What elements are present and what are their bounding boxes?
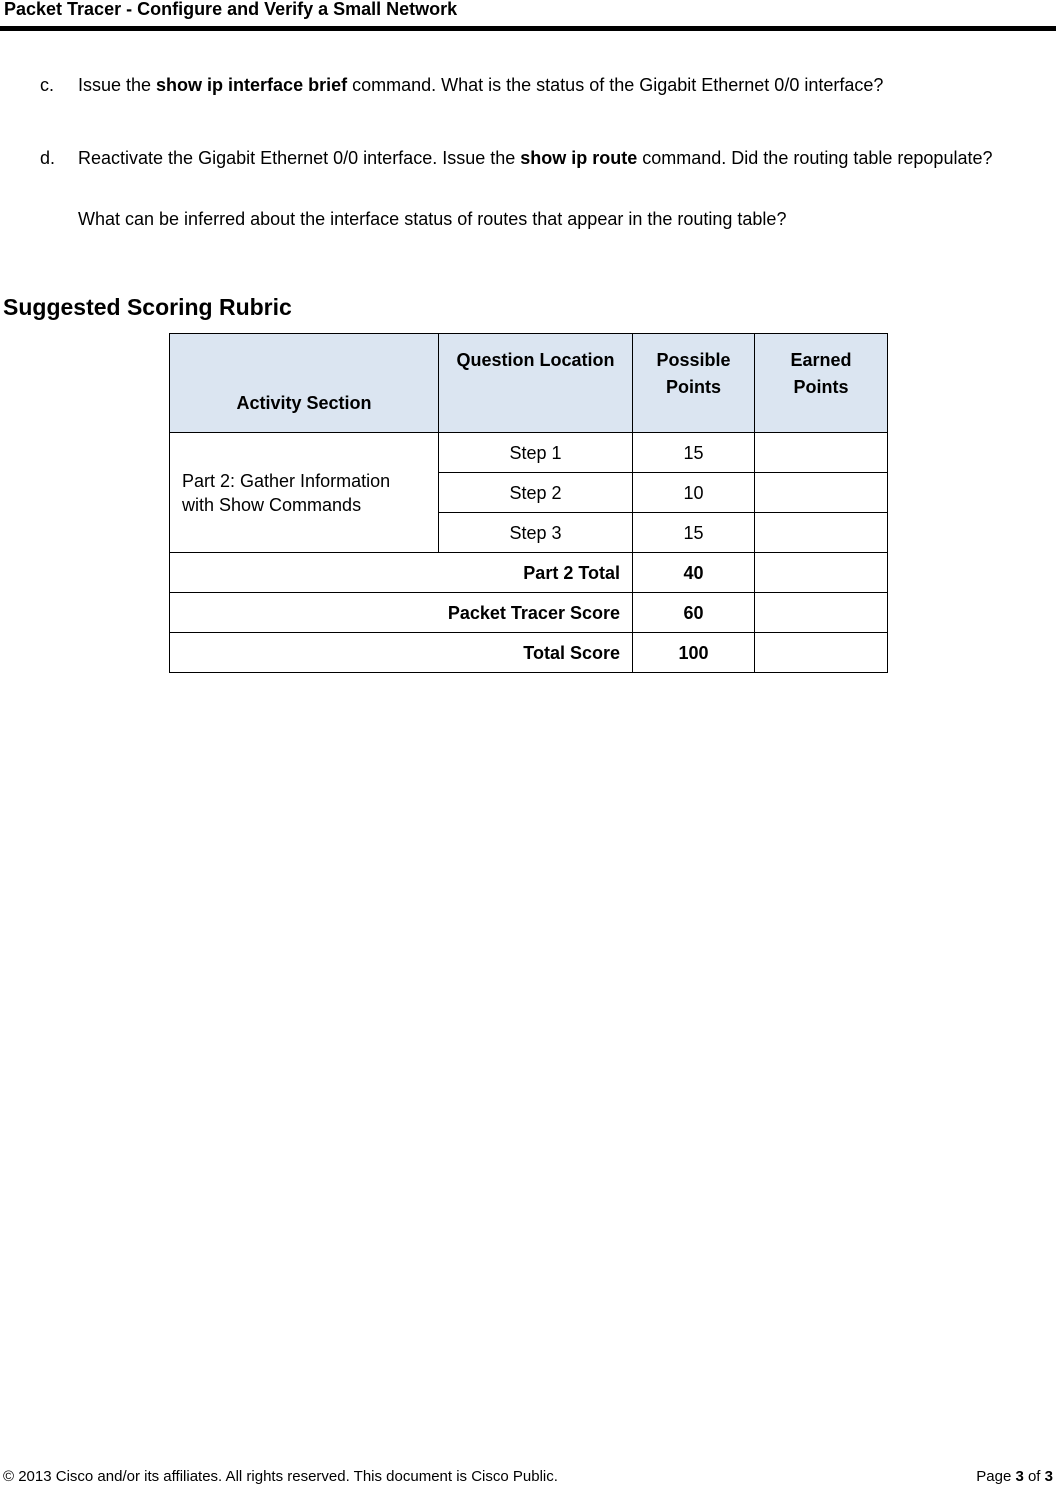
step-text-after: command. What is the status of the Gigabit Ethernet 0/0 interface?: [347, 75, 884, 95]
document-header-title: Packet Tracer - Configure and Verify a Small Network: [4, 0, 458, 19]
column-header-possible-points: Possible Points: [633, 334, 755, 433]
header-divider: [0, 26, 1056, 31]
possible-points-cell: 15: [633, 433, 755, 473]
step-command: show ip interface brief: [156, 75, 348, 95]
step-text: [78, 147, 1038, 169]
total-points-cell: 100: [633, 633, 755, 673]
step-command: show ip route: [520, 148, 638, 168]
step-letter: c.: [40, 75, 55, 95]
table-header-row: [170, 334, 888, 433]
question-location-cell: Step 1: [439, 433, 633, 473]
column-header-activity-section: Activity Section: [170, 334, 439, 433]
earned-points-cell: [755, 553, 888, 593]
earned-points-cell: [755, 473, 888, 513]
step-text-after: command. Did the routing table repopulate?: [637, 148, 993, 168]
column-header-earned-points: Earned Points: [755, 334, 888, 433]
total-row: [170, 553, 888, 593]
total-row: [170, 633, 888, 673]
scoring-rubric-table: [169, 333, 888, 673]
page-total: 3: [1044, 1468, 1053, 1485]
total-label-cell: Part 2 Total: [170, 553, 633, 593]
page-current: 3: [1015, 1468, 1024, 1485]
possible-points-cell: 15: [633, 513, 755, 553]
step-d-followup-question: What can be inferred about the interface status of routes that appear in the routing table?: [78, 209, 787, 229]
question-location-cell: Step 3: [439, 513, 633, 553]
table-row: [170, 433, 888, 473]
page-prefix: Page: [976, 1468, 1016, 1485]
total-row: [170, 593, 888, 633]
step-text: [78, 74, 1038, 96]
step-text-before: Issue the: [78, 75, 157, 95]
total-points-cell: 40: [633, 553, 755, 593]
footer-page-number: [976, 1468, 1053, 1486]
earned-points-cell: [755, 633, 888, 673]
total-label-cell: Packet Tracer Score: [170, 593, 633, 633]
possible-points-cell: 10: [633, 473, 755, 513]
footer-copyright: © 2013 Cisco and/or its affiliates. All rights reserved. This document is Cisco Public.: [3, 1468, 558, 1485]
earned-points-cell: [755, 513, 888, 553]
rubric-heading: Suggested Scoring Rubric: [3, 294, 292, 320]
total-label-cell: Total Score: [170, 633, 633, 673]
earned-points-cell: [755, 593, 888, 633]
page-of: of: [1023, 1468, 1045, 1485]
step-letter: d.: [40, 148, 56, 168]
activity-section-cell: Part 2: Gather Information with Show Commands: [170, 433, 439, 553]
step-text-before: Reactivate the Gigabit Ethernet 0/0 interface. Issue the: [78, 148, 521, 168]
question-location-cell: Step 2: [439, 473, 633, 513]
total-points-cell: 60: [633, 593, 755, 633]
column-header-question-location: Question Location: [439, 334, 633, 433]
earned-points-cell: [755, 433, 888, 473]
